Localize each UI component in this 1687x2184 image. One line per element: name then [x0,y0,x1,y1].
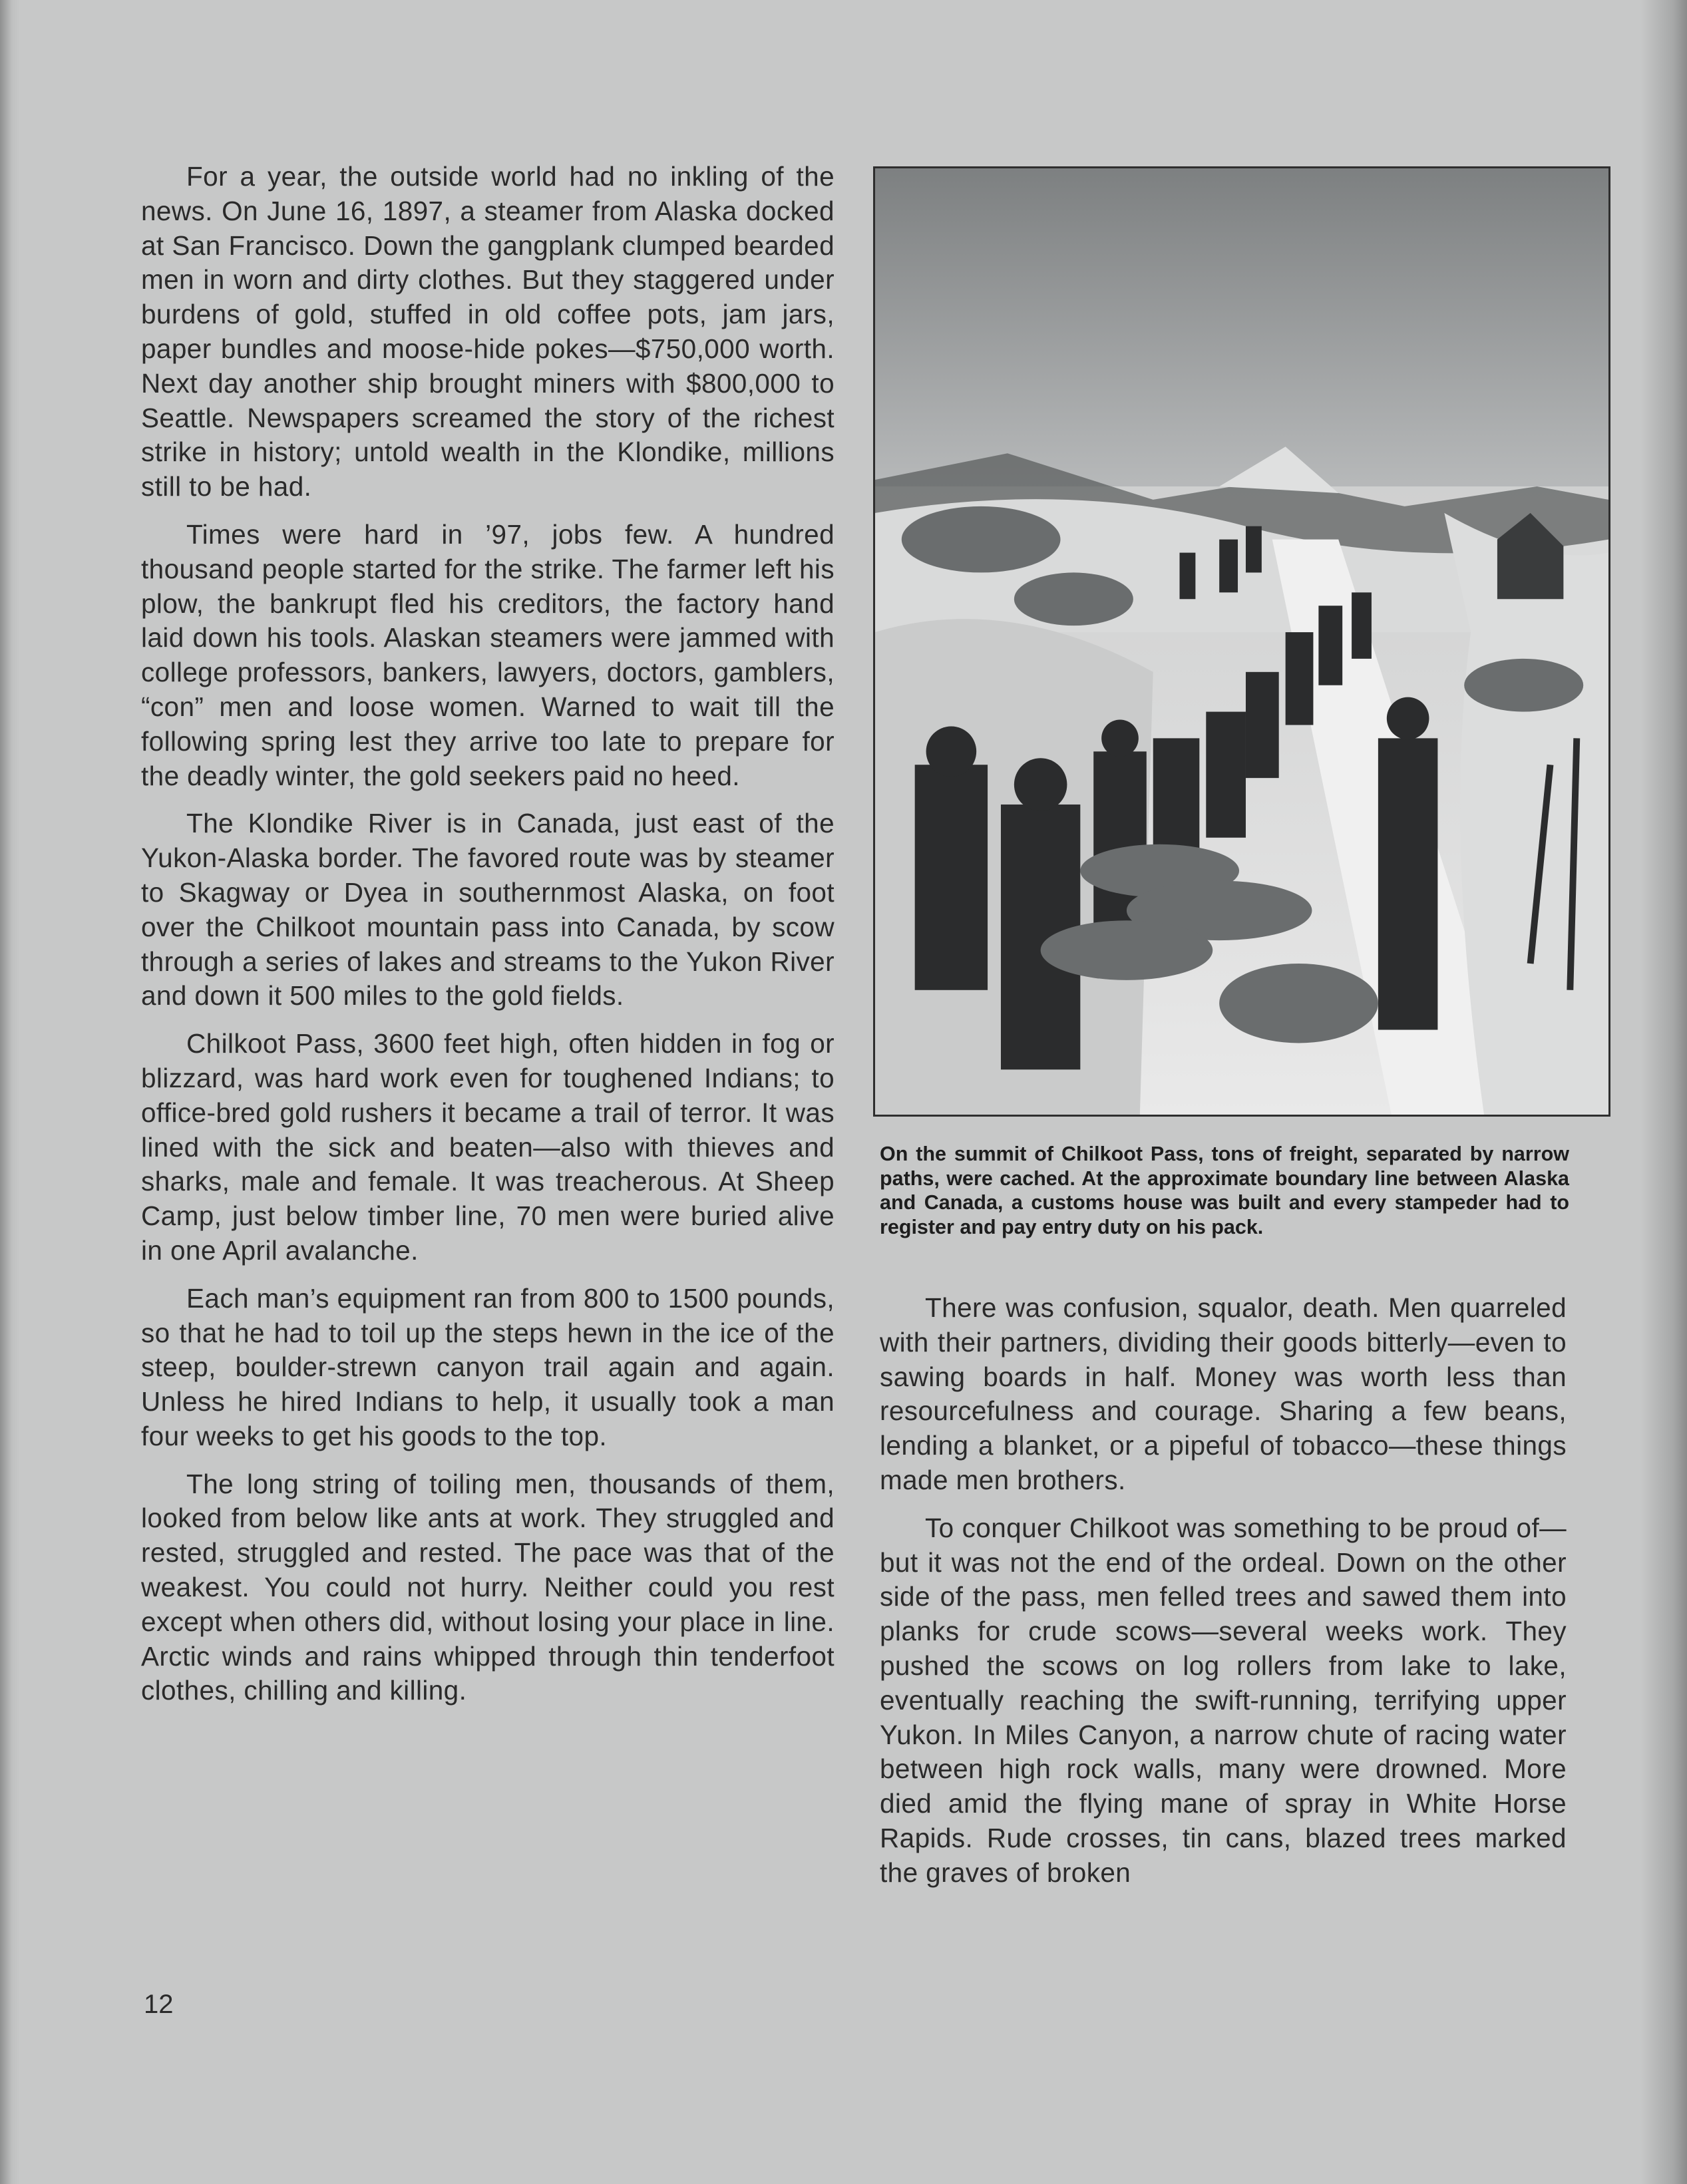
page-outer-edge [1640,0,1687,2184]
paragraph: Times were hard in ’97, jobs few. A hundred thousand people started for the strike. The farmer left his plow, the bankrupt fled his creditors, the factory hand laid down his tools. Alaskan steamers were jammed with college professors, bankers, lawyers, doctors, gamblers, “con” men and loose women. Warned to wait till the following spring lest they arrive too late to prepare for the deadly winter, the gold seekers paid no heed. [141,518,835,791]
paragraph: Each man’s equipment ran from 800 to 1500 pounds, so that he had to toil up the steps hewn in the ice of the steep, boulder-strewn canyon trail again and again. Unless he hired Indians to help, it usually took a man four weeks to get his goods to the top. [141,1282,835,1451]
paragraph: To conquer Chilkoot was something to be proud of—but it was not the end of the ordeal. Down on the other side of the pass, men felled trees and sawed them into planks for crude scows—several weeks work. They pushed the scows on log rollers from lake to lake, eventually reaching the swift-running, terrifying upper Yukon. In Miles Canyon, a narrow chute of racing water between high rock walls, many were drowned. More died amid the flying mane of spray in White Horse Rapids. Rude crosses, tin cans, blazed trees marked the graves of broken [880,1512,1567,1888]
page-binding-edge [0,0,20,2184]
paragraph: Chilkoot Pass, 3600 feet high, often hidden in fog or blizzard, was hard work even for toughened Indians; to office-bred gold rushers it became a trail of terror. It was lined with the sick and beaten—also with thieves and sharks, male and female. It was treacherous. At Sheep Camp, just below timber line, 70 men were buried alive in one April avalanche. [141,1028,835,1266]
paragraph: The Klondike River is in Canada, just east of the Yukon-Alaska border. The favored route was by steamer to Skagway or Dyea in southernmost Alaska, on foot over the Chilkoot mountain pass into Canada, by scow through a series of lakes and streams to the Yukon River and down it 500 miles to the gold fields. [141,808,835,1011]
paragraph: For a year, the outside world had no inkling of the news. On June 16, 1897, a steamer from Alaska docked at San Francisco. Down the gangplank clumped bearded men in worn and dirty clothes. But they staggered under burdens of gold, stuffed in old coffee pots, jam jars, paper bundles and moose-hide pokes—$750,000 worth. Next day another ship brought miners with $800,000 to Seattle. Newspapers screamed the story of the richest strike in history; untold wealth in the Klondike, millions still to be had. [141,161,835,502]
right-text-column [880,1291,1567,1904]
chilkoot-pass-photo [873,166,1610,1117]
paragraph: There was confusion, squalor, death. Men quarreled with their partners, dividing their goods bitterly—even to sawing boards in half. Money was worth less than resourcefulness and courage. Sharing a few beans, lending a blanket, or a pipeful of tobacco—these things made men brothers. [880,1292,1567,1495]
photo-illustration [875,168,1608,1115]
paragraph: The long string of toiling men, thousands of them, looked from below like ants at work. They struggled and rested, struggled and rested. The pace was that of the weakest. You could not hurry. Neither could you rest except when others did, without losing your place in line. Arctic winds and rains whipped through thin tenderfoot clothes, chilling and killing. [141,1468,835,1706]
photo-caption: On the summit of Chilkoot Pass, tons of freight, separated by narrow paths, were cached. At the approximate boundary line between Alaska and Canada, a customs house was built and every stampeder had to register and pay entry duty on his pack. [880,1143,1569,1238]
left-text-column [141,160,835,1722]
page-number: 12 [144,1990,174,2019]
